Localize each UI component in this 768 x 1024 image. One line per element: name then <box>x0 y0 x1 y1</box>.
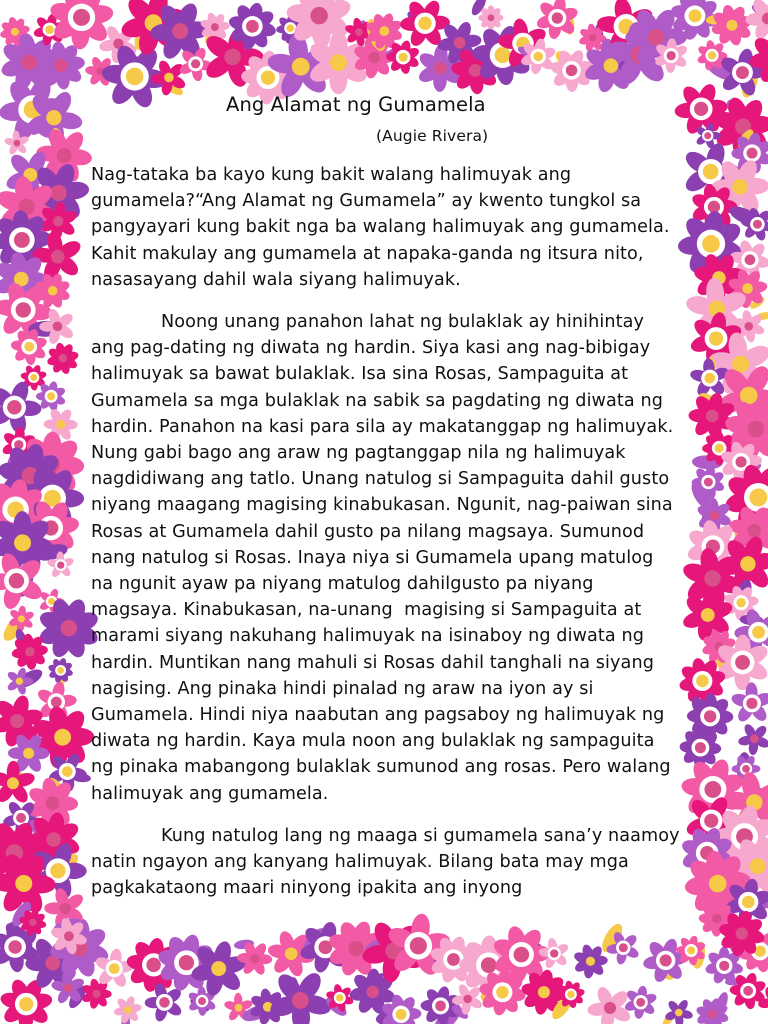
flower-icon <box>478 5 503 30</box>
document-author: (Augie Rivera) <box>376 127 489 145</box>
flower-icon <box>113 995 142 1024</box>
flower-icon <box>710 4 753 47</box>
flower-icon <box>6 667 33 696</box>
paragraph-3: Kung natulog lang ng maaga si gumamela sana’y naamoy natin ngayon ang kanyang halimuyak. Bilang bata may mga pagkakataong maari ninyong ipakita ang inyong <box>91 825 686 899</box>
flower-icon <box>730 682 768 724</box>
flower-icon <box>538 937 570 969</box>
flower-icon <box>46 342 79 375</box>
flower-icon <box>737 722 768 755</box>
document-body <box>91 90 686 917</box>
paragraph-1: Nag-tataka ba kayo kung bakit walang halimuyak ang gumamela?“Ang Alamat ng Gumamela” ay kwento tungkol sa pangyayari kung bakit nga ba walang halimuyak ang gumamela. Kahit makulay ang gumamela at napaka-ganda ng itsura nito, nasasayang dahil wala siyang halimuyak. <box>91 165 676 290</box>
document-title: Ang Alamat ng Gumamela <box>226 93 486 116</box>
flower-icon <box>48 657 74 683</box>
paragraph-2: Noong unang panahon lahat ng bulaklak ay hinihintay ang pag-dating ng diwata ng hardin. Siya kasi ang nag-bibigay halimuyak sa bawat bulaklak. Isa sina Rosas, Sampaguita at Gumamela sa mga bulaklak na sabik sa pagdating ng diwata ng hardin. Panahon na kasi para sila ay makatanggap ng halimuyak. Nung gabi bago ang araw ng pagtanggap nila ng halimuyak nagdidiwang ang tatlo. Unang natulog si Sampaguita dahil gusto niyang maagang magising kinabukasan. Ngunit, nag-paiwan sina Rosas at Gumamela dahil gusto pa nilang magsaya. Sumunod nang natulog si Rosas. Inaya niya si Gumamela upang matulog na ngunit ayaw pa niyang matulog dahilgusto pa niyang magsaya. Kinabukasan, na-unang magising si Sampaguita at marami siyang nakuhang halimuyak na isinaboy ng diwata ng hardin. Muntikan nang mahuli si Rosas dahil tanghali na siyang nagising. Ang pinaka hindi pinalad ng araw na iyon ay si Gumamela. Hindi niya naabutan ang pagsaboy ng halimuyak ng diwata ng hardin. Kaya mula noon ang bulaklak ng sampaguita ng pinaka mabangong bulaklak sumunod ang rosas. Pero walang halimuyak ang gumamela. <box>91 312 680 804</box>
flower-icon <box>587 985 633 1024</box>
